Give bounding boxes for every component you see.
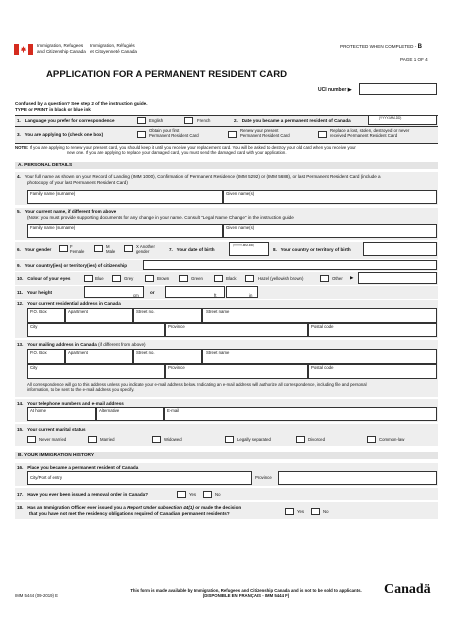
q10-blue-label: Blue [95, 276, 104, 281]
q10-black-label: Black [226, 276, 237, 281]
q5-given-name-input[interactable] [223, 224, 437, 238]
q11-ft-unit: ft [214, 293, 217, 298]
uci-input[interactable] [359, 83, 437, 95]
q15-label: 15. Your current marital status [17, 427, 86, 432]
q16-province-input[interactable] [278, 471, 437, 485]
q16-province-label: Province [255, 475, 272, 480]
q5-given-label: Given name(s) [226, 225, 255, 230]
q6-another-checkbox[interactable] [124, 245, 133, 252]
page-number: PAGE 1 OF 4 [400, 57, 428, 62]
q10-other-label: Other [332, 276, 343, 281]
q4-given-name-input[interactable] [223, 190, 437, 204]
q11-or: or [150, 290, 155, 295]
q10-other-checkbox[interactable] [320, 275, 329, 282]
q14-label: 14. Your telephone numbers and e-mail address [17, 401, 124, 406]
canada-wordmark: Canadä [384, 582, 431, 597]
q13-email-note: All correspondence will go to this address unless you indicate your e-mail address below. Indicating an e-mail address will authorize all correspondence, including file and personal information, to be sent to the e-mail address you specify. [27, 382, 367, 393]
q6-male-checkbox[interactable] [94, 245, 103, 252]
q17-yes-label: Yes [189, 492, 197, 497]
q5-label: 5. Your current name, if different from above (Note: you must provide supporting documents for any change in your name. Consult "Legal Name Change" in the instruction guide [17, 209, 294, 220]
q9-citizenship-input[interactable] [143, 260, 437, 270]
q13-province-label: Province [168, 365, 185, 370]
q3-replace-checkbox[interactable] [318, 131, 327, 138]
arrow-right-icon: ▶ [347, 87, 352, 93]
q15-separated-label: Legally separated [237, 437, 271, 442]
q10-blue-checkbox[interactable] [84, 275, 93, 282]
q6-another-label: X Another gender [136, 244, 155, 254]
q1-english-checkbox[interactable] [137, 117, 146, 124]
arrow-right-icon: ▶ [350, 275, 354, 280]
q12-label: 12. Your current residential address in Canada [17, 301, 121, 306]
q10-grey-label: Grey [124, 276, 134, 281]
q16-city-label: City/Port of entry [30, 475, 62, 480]
q17-no-checkbox[interactable] [203, 491, 212, 498]
q14-home-label: At home [30, 408, 47, 413]
q9-label: 9. Your country(ies) or territory(ies) of citizenship [17, 263, 128, 268]
form-id: IMM 5444 (09-2019) E [15, 593, 58, 598]
q10-green-label: Green [191, 276, 203, 281]
q2-date-input[interactable]: (YYYY-MM-DD) [368, 115, 437, 125]
protected-label: PROTECTED WHEN COMPLETED - B [340, 44, 422, 50]
q13-label: 13. Your mailing address in Canada (if different from above) [17, 342, 146, 347]
q12-apt-label: Apartment [68, 309, 88, 314]
q7-label: 7. Your date of birth [169, 247, 215, 252]
q15-divorced-label: Divorced [308, 437, 325, 442]
q3-obtain-first-checkbox[interactable] [137, 131, 146, 138]
q10-brown-checkbox[interactable] [145, 275, 154, 282]
q15-separated-checkbox[interactable] [225, 436, 234, 443]
q13-street-name-input[interactable] [202, 349, 437, 364]
q15-married-label: Married [100, 437, 115, 442]
q5-family-label: Family name (surname) [30, 225, 76, 230]
q6-label: 6. Your gender [17, 247, 52, 252]
intro-text: Confused by a question? See step 2 of the instruction guide. TYPE or PRINT in black or blue ink [15, 101, 148, 112]
footer-notice: This form is made available by Immigration, Refugees and Citizenship Canada and is not to be sold to applicants. (DISPONIBLE EN FRANÇAIS - IMM 5444 F) [130, 588, 362, 599]
q15-common-law-label: Common-law [379, 437, 405, 442]
q15-common-law-checkbox[interactable] [367, 436, 376, 443]
q12-street-label: Street name [206, 309, 230, 314]
q8-country-input[interactable] [363, 242, 437, 256]
q13-street-label: Street name [206, 350, 230, 355]
q10-hazel-label: Hazel (yellowish brown) [258, 276, 304, 281]
q16-label: 16. Place you became a permanent resident of Canada [17, 465, 139, 470]
q10-other-input[interactable] [358, 272, 437, 284]
q15-never-married-checkbox[interactable] [27, 436, 36, 443]
q4-given-label: Given name(s) [226, 191, 255, 196]
q7-dob-input[interactable]: (YYYY-MM-DD) [229, 242, 269, 256]
canada-flag-logo [14, 42, 33, 53]
q2-label: 2. Date you became a permanent resident of Canada [234, 118, 351, 123]
q4-label: 4. Your full name as shown on your Record of Landing (IMM 1000), Confirmation of Permanent Residence (IMM 5292) or (IMM 5688), or last Permanent Resident Card (include a photocopy of your last Permanent Resident Card) [17, 174, 381, 185]
q12-province-input[interactable] [165, 323, 308, 337]
q14-email-input[interactable] [164, 407, 437, 421]
q13-po-label: P.O. Box [30, 350, 47, 355]
q12-streetno-label: Street no. [136, 309, 155, 314]
q12-po-label: P.O. Box [30, 309, 47, 314]
q18-yes-label: Yes [297, 509, 305, 514]
q11-label: 11. Your height [17, 290, 53, 295]
q12-postal-label: Postal code [311, 324, 334, 329]
q1-english-label: English [149, 118, 164, 123]
q13-postal-label: Postal code [311, 365, 334, 370]
uci-label: UCI number ▶ [318, 87, 352, 93]
q3-renew-label: Renew your present Permanent Resident Card [240, 128, 290, 138]
q6-female-checkbox[interactable] [59, 245, 68, 252]
q14-alt-label: Alternative [99, 408, 120, 413]
q11-in-input[interactable] [226, 286, 258, 298]
q10-label: 10. Colour of your eyes [17, 276, 71, 281]
q15-never-married-label: Never married [39, 437, 67, 442]
q18-no-checkbox[interactable] [311, 508, 320, 515]
q4-family-label: Family name (surname) [30, 191, 76, 196]
q18-label: 18. Has an Immigration Officer ever issued you a Report Under subsection 44(1) or made the decision that you have not met the residency obligations required of Canadian permanent residents? [17, 505, 242, 516]
q1-label: 1. Language you prefer for correspondence [17, 118, 115, 123]
q10-black-checkbox[interactable] [214, 275, 223, 282]
q15-widowed-label: Widowed [164, 437, 182, 442]
q12-city-input[interactable] [27, 323, 165, 337]
q6-male-label: M Male [106, 244, 116, 254]
q12-street-name-input[interactable] [202, 308, 437, 323]
q14-email-label: E-mail [167, 408, 180, 413]
q13-province-input[interactable] [165, 364, 308, 379]
q13-apt-label: Apartment [68, 350, 88, 355]
q6-female-label: F Female [70, 244, 85, 254]
q12-city-label: City [30, 324, 38, 329]
q15-divorced-checkbox[interactable] [296, 436, 305, 443]
q1-french-label: French [197, 118, 211, 123]
q3-replace-label: Replace a lost, stolen, destroyed or never received Permanent Resident Card [330, 128, 410, 138]
q17-no-label: No [215, 492, 221, 497]
q13-city-input[interactable] [27, 364, 165, 379]
q18-no-label: No [323, 509, 329, 514]
q8-label: 8. Your country or territory of birth [273, 247, 351, 252]
q10-hazel-checkbox[interactable] [245, 275, 254, 282]
q17-yes-checkbox[interactable] [177, 491, 186, 498]
q3-label: 3. You are applying to (check one box) [17, 132, 104, 137]
q18-yes-checkbox[interactable] [285, 508, 294, 515]
q10-grey-checkbox[interactable] [112, 275, 121, 282]
q12-province-label: Province [168, 324, 185, 329]
renew-note: NOTE: If you are applying to renew your present card, you should keep it until you receive your replacement card. You will be asked to destroy your old card when you receive your new one. If you are applying to replace your damaged card, you must send the damaged card with your application. [15, 145, 356, 156]
department-name-en: Immigration, Refugees and Citizenship Canada [37, 43, 86, 54]
q10-brown-label: Brown [157, 276, 170, 281]
department-name-fr: Immigration, Réfugiés et Citoyenneté Canada [90, 43, 137, 54]
q1-french-checkbox[interactable] [184, 117, 193, 124]
section-b-header: B. YOUR IMMIGRATION HISTORY [15, 452, 438, 459]
q11-in-unit: in [249, 293, 253, 298]
section-a-header: A. PERSONAL DETAILS [15, 162, 438, 169]
q10-green-checkbox[interactable] [179, 275, 188, 282]
q3-renew-checkbox[interactable] [228, 131, 237, 138]
q11-cm-unit: cm [133, 293, 139, 298]
q3-obtain-first-label: Obtain your first Permanent Resident Card [149, 128, 199, 138]
q15-married-checkbox[interactable] [88, 436, 97, 443]
q13-streetno-label: Street no. [136, 350, 155, 355]
page-title: APPLICATION FOR A PERMANENT RESIDENT CARD [46, 69, 288, 80]
q17-label: 17. Have you ever been issued a removal order in Canada? [17, 492, 148, 497]
q15-widowed-checkbox[interactable] [152, 436, 161, 443]
q13-city-label: City [30, 365, 38, 370]
